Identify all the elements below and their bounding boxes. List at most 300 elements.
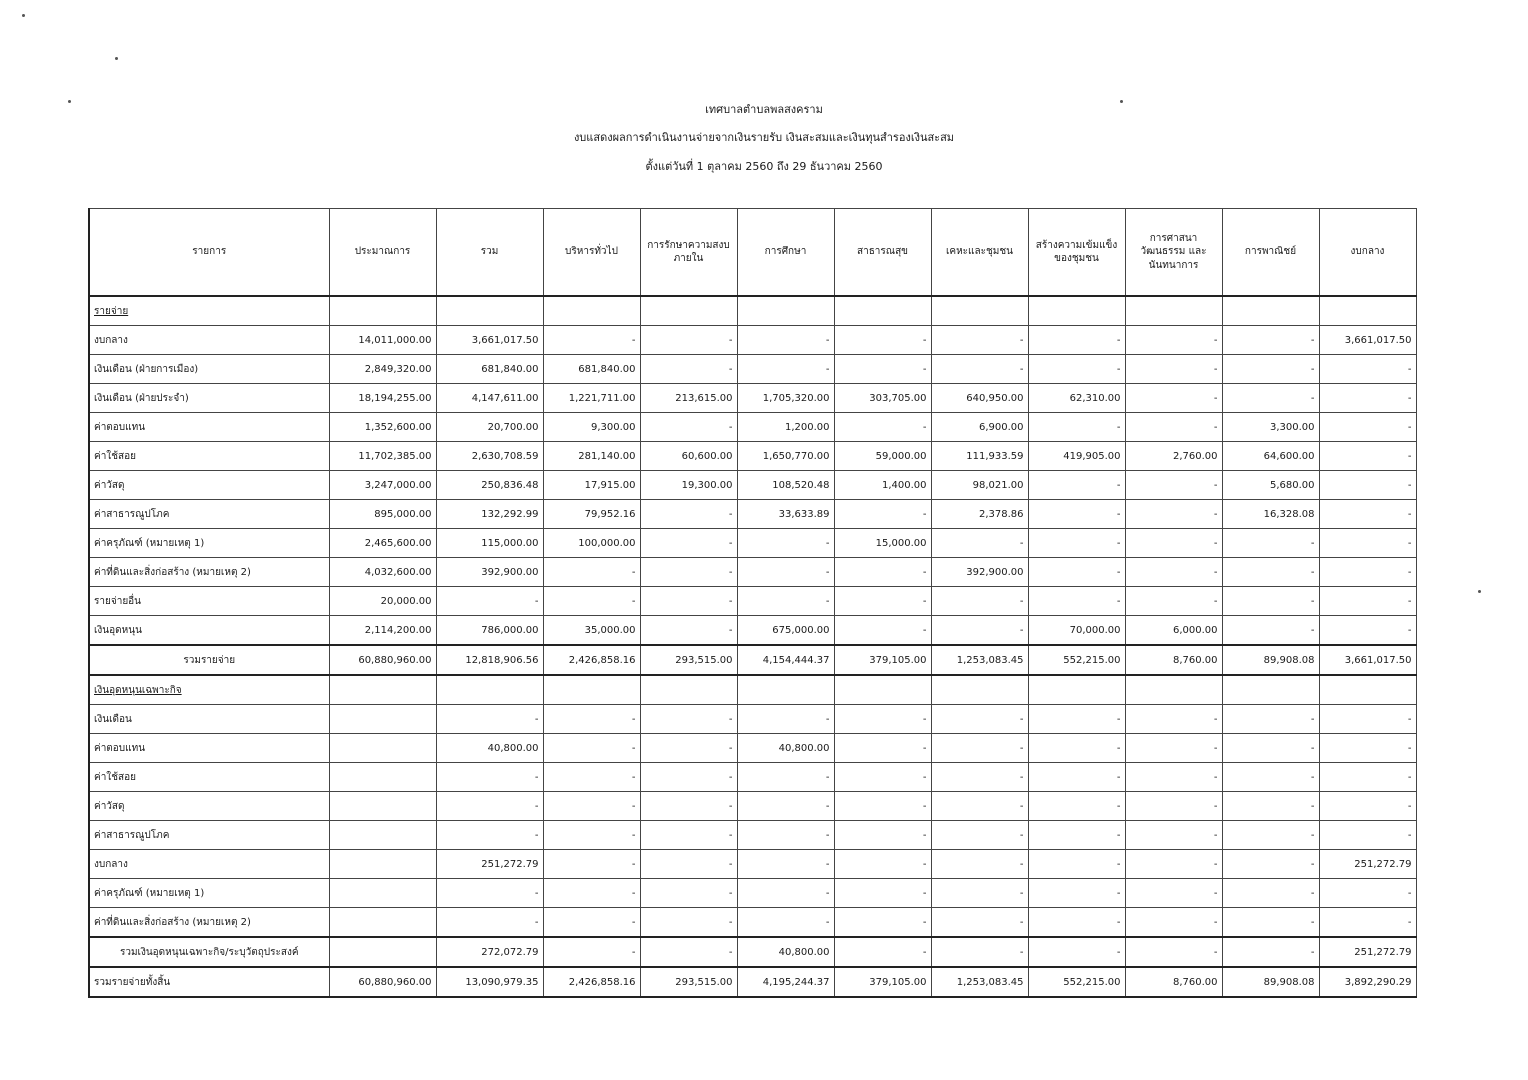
- table-cell: [1125, 675, 1222, 705]
- table-cell: 2,426,858.16: [543, 645, 640, 675]
- table-cell: [329, 850, 436, 879]
- table-cell: -: [737, 879, 834, 908]
- table-cell: -: [737, 355, 834, 384]
- table-cell: -: [1028, 937, 1125, 967]
- table-cell: -: [1125, 879, 1222, 908]
- table-cell: 9,300.00: [543, 413, 640, 442]
- table-cell: -: [737, 587, 834, 616]
- table-cell: 60,880,960.00: [329, 645, 436, 675]
- table-cell: -: [640, 850, 737, 879]
- table-cell: [329, 792, 436, 821]
- table-cell: -: [1028, 413, 1125, 442]
- table-cell: 20,700.00: [436, 413, 543, 442]
- table-cell: 3,892,290.29: [1319, 967, 1416, 997]
- row-label: ค่าตอบแทน: [89, 734, 329, 763]
- table-cell: 2,426,858.16: [543, 967, 640, 997]
- table-cell: -: [1222, 734, 1319, 763]
- table-cell: -: [543, 850, 640, 879]
- table-cell: 8,760.00: [1125, 967, 1222, 997]
- table-cell: 132,292.99: [436, 500, 543, 529]
- table-cell: 392,900.00: [436, 558, 543, 587]
- table-cell: [329, 908, 436, 938]
- table-cell: -: [737, 763, 834, 792]
- table-cell: -: [1125, 792, 1222, 821]
- table-cell: 2,760.00: [1125, 442, 1222, 471]
- table-cell: -: [931, 734, 1028, 763]
- table-cell: -: [737, 908, 834, 938]
- table-cell: -: [1125, 734, 1222, 763]
- table-cell: -: [737, 529, 834, 558]
- table-cell: -: [640, 587, 737, 616]
- table-cell: 60,880,960.00: [329, 967, 436, 997]
- table-cell: 18,194,255.00: [329, 384, 436, 413]
- table-cell: -: [834, 705, 931, 734]
- row-label: รายจ่าย: [89, 296, 329, 326]
- row-label: รายจ่ายอื่น: [89, 587, 329, 616]
- org-title: เทศบาลตำบลพลสงคราม: [705, 103, 823, 116]
- table-cell: -: [1319, 442, 1416, 471]
- table-row: [89, 879, 1416, 908]
- table-cell: -: [931, 326, 1028, 355]
- table-cell: -: [1125, 355, 1222, 384]
- table-row: [89, 616, 1416, 646]
- scan-speck: [68, 100, 71, 103]
- table-cell: -: [931, 821, 1028, 850]
- table-cell: -: [1319, 558, 1416, 587]
- table-cell: 379,105.00: [834, 645, 931, 675]
- table-cell: 14,011,000.00: [329, 326, 436, 355]
- table-cell: -: [1028, 705, 1125, 734]
- table-cell: -: [1222, 763, 1319, 792]
- table-cell: -: [931, 587, 1028, 616]
- table-cell: [1222, 675, 1319, 705]
- table-cell: 786,000.00: [436, 616, 543, 646]
- table-cell: -: [640, 908, 737, 938]
- table-cell: 552,215.00: [1028, 967, 1125, 997]
- table-cell: -: [1028, 500, 1125, 529]
- table-cell: -: [931, 850, 1028, 879]
- table-cell: -: [834, 850, 931, 879]
- table-cell: [329, 937, 436, 967]
- table-cell: -: [1319, 355, 1416, 384]
- table-cell: -: [834, 763, 931, 792]
- table-row: [89, 705, 1416, 734]
- table-cell: -: [1028, 792, 1125, 821]
- table-row: [89, 792, 1416, 821]
- scan-speck: [115, 57, 118, 60]
- table-cell: -: [543, 558, 640, 587]
- table-cell: -: [1319, 413, 1416, 442]
- section-row: [89, 296, 1416, 326]
- table-cell: [543, 675, 640, 705]
- table-cell: -: [543, 587, 640, 616]
- table-cell: -: [640, 616, 737, 646]
- table-cell: -: [1222, 850, 1319, 879]
- table-cell: 5,680.00: [1222, 471, 1319, 500]
- table-cell: -: [1028, 821, 1125, 850]
- table-row: [89, 471, 1416, 500]
- table-cell: 3,661,017.50: [436, 326, 543, 355]
- table-cell: -: [1028, 908, 1125, 938]
- table-cell: -: [1028, 763, 1125, 792]
- table-cell: -: [1125, 384, 1222, 413]
- table-header-row: [89, 209, 1416, 297]
- table-cell: -: [1319, 471, 1416, 500]
- table-cell: 40,800.00: [737, 937, 834, 967]
- table-cell: 20,000.00: [329, 587, 436, 616]
- table-cell: -: [1028, 326, 1125, 355]
- report-title: งบแสดงผลการดำเนินงานจ่ายจากเงินรายรับ เงินสะสมและเงินทุนสำรองเงินสะสม: [573, 131, 955, 144]
- table-cell: 1,352,600.00: [329, 413, 436, 442]
- table-cell: -: [1222, 326, 1319, 355]
- table-cell: -: [543, 937, 640, 967]
- table-cell: 62,310.00: [1028, 384, 1125, 413]
- table-cell: 213,615.00: [640, 384, 737, 413]
- column-header: รายการ: [89, 209, 329, 297]
- table-cell: -: [640, 326, 737, 355]
- table-cell: -: [834, 879, 931, 908]
- table-cell: [436, 675, 543, 705]
- expense-table: [88, 208, 1417, 998]
- table-cell: 3,300.00: [1222, 413, 1319, 442]
- table-cell: -: [1125, 558, 1222, 587]
- table-cell: -: [1319, 908, 1416, 938]
- table-cell: 2,114,200.00: [329, 616, 436, 646]
- table-cell: -: [931, 908, 1028, 938]
- table-cell: -: [1222, 384, 1319, 413]
- table-cell: 33,633.89: [737, 500, 834, 529]
- table-cell: 4,195,244.37: [737, 967, 834, 997]
- table-cell: 108,520.48: [737, 471, 834, 500]
- table-cell: -: [1319, 587, 1416, 616]
- table-row: [89, 734, 1416, 763]
- table-cell: -: [640, 821, 737, 850]
- row-label: ค่าตอบแทน: [89, 413, 329, 442]
- report-period: ตั้งแต่วันที่ 1 ตุลาคม 2560 ถึง 29 ธันวาคม 2560: [645, 160, 883, 173]
- table-cell: [329, 705, 436, 734]
- table-cell: -: [1319, 734, 1416, 763]
- row-label: เงินอุดหนุน: [89, 616, 329, 646]
- table-cell: -: [1319, 384, 1416, 413]
- table-cell: 1,400.00: [834, 471, 931, 500]
- table-cell: -: [1125, 937, 1222, 967]
- total-row: [89, 967, 1416, 997]
- table-cell: 293,515.00: [640, 645, 737, 675]
- scan-speck: [1478, 590, 1481, 593]
- table-cell: -: [834, 821, 931, 850]
- table-cell: [640, 296, 737, 326]
- table-row: [89, 413, 1416, 442]
- table-cell: -: [1319, 879, 1416, 908]
- table-cell: -: [543, 734, 640, 763]
- table-cell: -: [737, 850, 834, 879]
- table-cell: -: [1028, 558, 1125, 587]
- table-cell: [329, 821, 436, 850]
- table-cell: -: [834, 937, 931, 967]
- table-cell: 251,272.79: [1319, 850, 1416, 879]
- table-cell: -: [931, 616, 1028, 646]
- table-cell: 4,032,600.00: [329, 558, 436, 587]
- table-cell: -: [931, 937, 1028, 967]
- table-cell: -: [931, 792, 1028, 821]
- table-cell: -: [1222, 587, 1319, 616]
- table-cell: -: [737, 821, 834, 850]
- table-row: [89, 821, 1416, 850]
- table-cell: -: [1319, 763, 1416, 792]
- table-cell: [329, 296, 436, 326]
- column-header: การศาสนา วัฒนธรรม และนันทนาการ: [1125, 209, 1222, 297]
- table-cell: 15,000.00: [834, 529, 931, 558]
- table-cell: -: [640, 500, 737, 529]
- table-cell: -: [436, 587, 543, 616]
- column-header: สาธารณสุข: [834, 209, 931, 297]
- table-cell: -: [834, 792, 931, 821]
- row-label: รวมรายจ่าย: [89, 645, 329, 675]
- table-cell: -: [737, 558, 834, 587]
- table-cell: 12,818,906.56: [436, 645, 543, 675]
- table-cell: 419,905.00: [1028, 442, 1125, 471]
- table-body: [89, 296, 1416, 997]
- table-cell: 251,272.79: [1319, 937, 1416, 967]
- table-row: [89, 558, 1416, 587]
- row-label: รวมเงินอุดหนุนเฉพาะกิจ/ระบุวัตถุประสงค์: [89, 937, 329, 967]
- table-cell: -: [834, 734, 931, 763]
- table-cell: [834, 296, 931, 326]
- scan-speck: [1120, 100, 1123, 103]
- table-cell: -: [640, 705, 737, 734]
- table-cell: [834, 675, 931, 705]
- table-cell: 89,908.08: [1222, 645, 1319, 675]
- table-cell: -: [1028, 879, 1125, 908]
- table-cell: -: [543, 792, 640, 821]
- table-cell: -: [1222, 879, 1319, 908]
- table-cell: 281,140.00: [543, 442, 640, 471]
- table-cell: 70,000.00: [1028, 616, 1125, 646]
- table-cell: -: [1125, 413, 1222, 442]
- table-cell: -: [436, 879, 543, 908]
- row-label: ค่าใช้สอย: [89, 442, 329, 471]
- table-cell: -: [640, 413, 737, 442]
- table-cell: -: [834, 616, 931, 646]
- column-header: เคหะและชุมชน: [931, 209, 1028, 297]
- table-cell: 40,800.00: [737, 734, 834, 763]
- table-cell: 64,600.00: [1222, 442, 1319, 471]
- table-cell: 98,021.00: [931, 471, 1028, 500]
- table-cell: 2,465,600.00: [329, 529, 436, 558]
- table-cell: 13,090,979.35: [436, 967, 543, 997]
- table-cell: -: [834, 355, 931, 384]
- column-header: การศึกษา: [737, 209, 834, 297]
- table-cell: 59,000.00: [834, 442, 931, 471]
- table-cell: -: [931, 705, 1028, 734]
- table-cell: 2,630,708.59: [436, 442, 543, 471]
- table-cell: -: [1125, 500, 1222, 529]
- table-cell: -: [1125, 529, 1222, 558]
- table-cell: 1,253,083.45: [931, 645, 1028, 675]
- table-cell: -: [1028, 734, 1125, 763]
- table-cell: -: [1125, 908, 1222, 938]
- table-cell: -: [931, 529, 1028, 558]
- column-header: งบกลาง: [1319, 209, 1416, 297]
- table-cell: 111,933.59: [931, 442, 1028, 471]
- table-cell: [1319, 675, 1416, 705]
- table-cell: -: [436, 705, 543, 734]
- table-cell: -: [1028, 587, 1125, 616]
- table-cell: 3,661,017.50: [1319, 645, 1416, 675]
- table-cell: -: [1125, 326, 1222, 355]
- column-header: สร้างความเข้มแข็งของชุมชน: [1028, 209, 1125, 297]
- row-label: ค่าครุภัณฑ์ (หมายเหตุ 1): [89, 529, 329, 558]
- row-label: เงินอุดหนุนเฉพาะกิจ: [89, 675, 329, 705]
- table-cell: 3,661,017.50: [1319, 326, 1416, 355]
- table-row: [89, 587, 1416, 616]
- column-header: บริหารทั่วไป: [543, 209, 640, 297]
- table-cell: 11,702,385.00: [329, 442, 436, 471]
- row-label: ค่าที่ดินและสิ่งก่อสร้าง (หมายเหตุ 2): [89, 908, 329, 938]
- column-header: การพาณิชย์: [1222, 209, 1319, 297]
- table-cell: 640,950.00: [931, 384, 1028, 413]
- table-cell: -: [640, 879, 737, 908]
- table-cell: 251,272.79: [436, 850, 543, 879]
- table-cell: 115,000.00: [436, 529, 543, 558]
- table-cell: 17,915.00: [543, 471, 640, 500]
- table-row: [89, 850, 1416, 879]
- table-cell: -: [1319, 616, 1416, 646]
- table-cell: [436, 296, 543, 326]
- table-cell: -: [1125, 705, 1222, 734]
- table-cell: 392,900.00: [931, 558, 1028, 587]
- table-cell: -: [1125, 471, 1222, 500]
- table-cell: [1125, 296, 1222, 326]
- table-cell: 675,000.00: [737, 616, 834, 646]
- table-cell: -: [436, 792, 543, 821]
- table-cell: [1222, 296, 1319, 326]
- table-cell: [543, 296, 640, 326]
- table-row: [89, 529, 1416, 558]
- table-cell: -: [737, 326, 834, 355]
- table-row: [89, 355, 1416, 384]
- row-label: งบกลาง: [89, 326, 329, 355]
- row-label: ค่าครุภัณฑ์ (หมายเหตุ 1): [89, 879, 329, 908]
- table-cell: -: [640, 792, 737, 821]
- table-cell: -: [543, 821, 640, 850]
- table-cell: 1,200.00: [737, 413, 834, 442]
- table-cell: -: [640, 937, 737, 967]
- row-label: งบกลาง: [89, 850, 329, 879]
- table-cell: -: [1125, 850, 1222, 879]
- table-cell: 6,000.00: [1125, 616, 1222, 646]
- table-cell: 1,650,770.00: [737, 442, 834, 471]
- table-cell: -: [834, 558, 931, 587]
- table-cell: [931, 675, 1028, 705]
- table-cell: -: [1319, 792, 1416, 821]
- table-cell: [329, 734, 436, 763]
- row-label: ค่าใช้สอย: [89, 763, 329, 792]
- table-cell: [1028, 296, 1125, 326]
- row-label: ค่าวัสดุ: [89, 792, 329, 821]
- table-cell: -: [931, 879, 1028, 908]
- table-cell: [329, 879, 436, 908]
- scan-speck: [22, 14, 25, 17]
- table-cell: -: [543, 326, 640, 355]
- row-label: ค่าสาธารณูปโภค: [89, 500, 329, 529]
- table-cell: -: [1222, 792, 1319, 821]
- column-header: การรักษาความสงบภายใน: [640, 209, 737, 297]
- table-cell: -: [737, 792, 834, 821]
- table-row: [89, 763, 1416, 792]
- table-cell: -: [834, 326, 931, 355]
- table-cell: 2,849,320.00: [329, 355, 436, 384]
- table-cell: 250,836.48: [436, 471, 543, 500]
- table-cell: -: [543, 705, 640, 734]
- table-cell: -: [436, 763, 543, 792]
- table-row: [89, 908, 1416, 938]
- table-cell: 303,705.00: [834, 384, 931, 413]
- row-label: เงินเดือน: [89, 705, 329, 734]
- row-label: ค่าที่ดินและสิ่งก่อสร้าง (หมายเหตุ 2): [89, 558, 329, 587]
- table-cell: -: [1222, 908, 1319, 938]
- table-cell: 552,215.00: [1028, 645, 1125, 675]
- table-cell: -: [640, 763, 737, 792]
- table-cell: -: [834, 413, 931, 442]
- table-cell: [931, 296, 1028, 326]
- table-cell: 1,253,083.45: [931, 967, 1028, 997]
- table-cell: -: [931, 763, 1028, 792]
- table-cell: -: [543, 908, 640, 938]
- table-cell: [737, 675, 834, 705]
- table-row: [89, 384, 1416, 413]
- table-cell: [640, 675, 737, 705]
- column-header: รวม: [436, 209, 543, 297]
- table-cell: -: [1222, 937, 1319, 967]
- table-cell: -: [834, 908, 931, 938]
- table-cell: 293,515.00: [640, 967, 737, 997]
- table-cell: -: [543, 763, 640, 792]
- table-cell: -: [1222, 558, 1319, 587]
- table-cell: 60,600.00: [640, 442, 737, 471]
- total-row: [89, 645, 1416, 675]
- table-row: [89, 326, 1416, 355]
- row-label: ค่าวัสดุ: [89, 471, 329, 500]
- section-row: [89, 675, 1416, 705]
- column-header: ประมาณการ: [329, 209, 436, 297]
- table-cell: 4,147,611.00: [436, 384, 543, 413]
- table-cell: 40,800.00: [436, 734, 543, 763]
- table-cell: 2,378.86: [931, 500, 1028, 529]
- table-cell: -: [543, 879, 640, 908]
- table-cell: -: [1319, 821, 1416, 850]
- table-cell: -: [931, 355, 1028, 384]
- table-cell: 16,328.08: [1222, 500, 1319, 529]
- table-cell: -: [640, 529, 737, 558]
- table-cell: 681,840.00: [436, 355, 543, 384]
- table-cell: 379,105.00: [834, 967, 931, 997]
- table-cell: -: [834, 500, 931, 529]
- table-cell: -: [1028, 850, 1125, 879]
- table-cell: -: [834, 587, 931, 616]
- table-cell: -: [1125, 821, 1222, 850]
- table-cell: 4,154,444.37: [737, 645, 834, 675]
- table-cell: [329, 675, 436, 705]
- table-cell: -: [640, 734, 737, 763]
- table-cell: -: [1028, 529, 1125, 558]
- table-cell: -: [1125, 763, 1222, 792]
- table-cell: -: [1222, 705, 1319, 734]
- table-cell: -: [436, 821, 543, 850]
- table-cell: -: [1222, 529, 1319, 558]
- table-cell: -: [1319, 529, 1416, 558]
- table-cell: -: [1222, 821, 1319, 850]
